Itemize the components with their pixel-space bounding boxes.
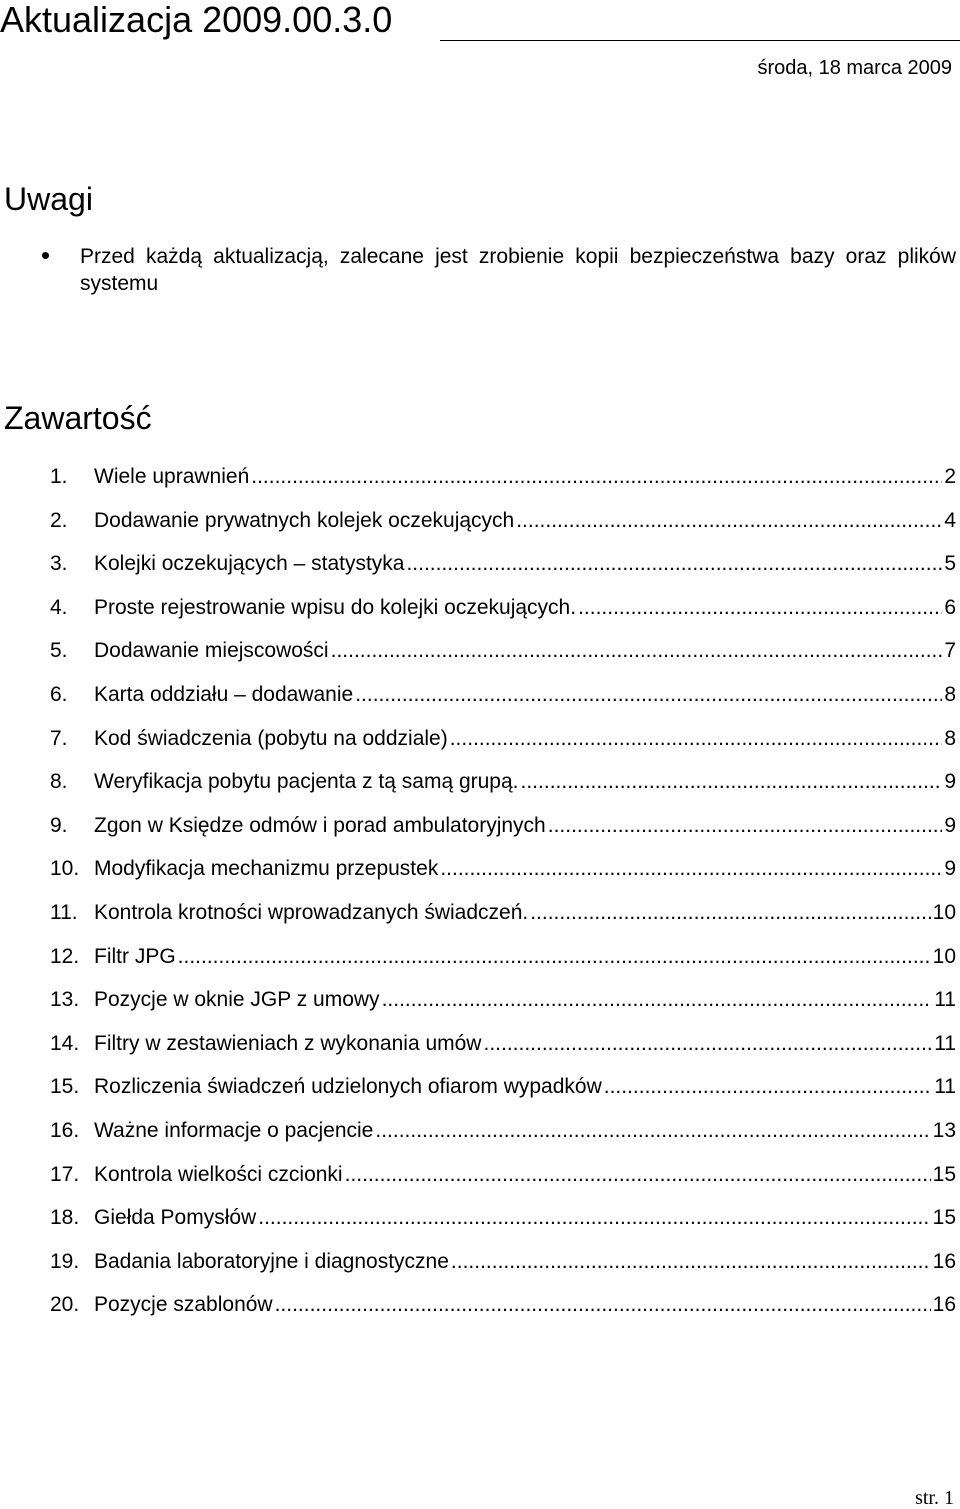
toc-entry-page[interactable]: 11 [934,1031,956,1055]
toc-entry-label[interactable]: Karta oddziału – dodawanie [94,683,354,706]
toc-entry-line [94,634,956,668]
toc-entry-number: 17. [50,1162,80,1186]
toc-entry-number: 3. [50,552,68,576]
toc-entry-label[interactable]: Wiele uprawnień [94,465,250,488]
toc-entry[interactable] [0,1070,960,1104]
toc-entry-label[interactable]: Giełda Pomysłów [94,1206,257,1230]
toc-entry-number: 11. [50,901,78,924]
toc-entry-number: 15. [50,1075,80,1099]
toc-entry-number: 9. [50,813,68,837]
toc-entry[interactable] [0,460,960,494]
toc-heading: Zawartość [4,400,152,436]
toc-entry-number: 16. [50,1119,80,1142]
toc-entry[interactable] [0,1158,960,1192]
toc-entry[interactable] [0,504,960,538]
toc-dot-leader [516,504,942,538]
toc-dot-leader [451,1245,931,1279]
toc-entry[interactable] [0,940,960,974]
toc-entry-line [94,983,956,1017]
notes-item: Przed każdą aktualizacją, zalecane jest zrobienie kopii bezpieczeństwa bazy oraz plików systemu [80,245,956,295]
toc-entry-page[interactable]: 4 [944,508,956,532]
toc-entry-label[interactable]: Modyfikacja mechanizmu przepustek [94,857,439,881]
toc-entry-label[interactable]: Kontrola wielkości czcionki [94,1162,343,1186]
toc-entry-label[interactable]: Rozliczenia świadczeń udzielonych ofiarom wypadków [94,1075,602,1099]
toc-dot-leader [521,765,943,799]
toc-dot-leader [345,1158,931,1192]
toc-entry-page[interactable]: 11 [934,988,956,1012]
toc-entry-number: 19. [50,1249,80,1273]
toc-entry[interactable] [0,678,960,712]
bullet-icon [42,252,49,259]
toc-dot-leader [440,852,942,886]
toc-entry-line [94,809,956,843]
toc-entry[interactable] [0,634,960,668]
toc-entry-label[interactable]: Badania laboratoryjne i diagnostyczne [94,1249,449,1273]
toc-entry-number: 14. [50,1031,80,1055]
toc-entry-line [94,1027,956,1061]
toc-entry-number: 8. [50,770,68,794]
toc-entry-page[interactable]: 2 [944,465,956,488]
toc-entry-label[interactable]: Kontrola krotności wprowadzanych świadczeń. [94,901,529,924]
toc-entry-number: 10. [50,857,80,881]
toc-dot-leader [178,940,931,974]
toc-entry-page[interactable]: 9 [944,813,956,837]
toc-dot-leader [548,809,943,843]
toc-entry[interactable] [0,1288,960,1322]
toc-entry-label[interactable]: Weryfikacja pobytu pacjenta z tą samą grupą. [94,770,519,794]
toc-entry[interactable] [0,983,960,1017]
toc-entry[interactable] [0,896,960,930]
toc-entry-page[interactable]: 16 [932,1249,956,1273]
toc-entry-page[interactable]: 8 [944,726,956,750]
toc-entry-label[interactable]: Dodawanie miejscowości [94,639,329,663]
toc-dot-leader [375,1114,930,1148]
toc-entry[interactable] [0,765,960,799]
toc-entry-page[interactable]: 15 [932,1162,956,1186]
toc-entry-label[interactable]: Kolejki oczekujących – statystyka [94,552,405,576]
toc-entry-line [94,852,956,886]
toc-entry-label[interactable]: Dodawanie prywatnych kolejek oczekujących [94,508,515,532]
toc-entry-page[interactable]: 15 [932,1206,956,1230]
toc-entry-line [94,1288,956,1322]
toc-entry-number: 12. [50,944,80,968]
document-date: środa, 18 marca 2009 [757,57,952,79]
document-title: Aktualizacja 2009.00.3.0 [0,0,393,40]
toc-dot-leader [275,1288,931,1322]
toc-dot-leader [483,1027,932,1061]
toc-entry-page[interactable]: 16 [932,1293,956,1317]
toc-entry-line [94,460,956,494]
toc-entry-label[interactable]: Ważne informacje o pacjencie [94,1119,374,1142]
toc-entry-line [94,591,956,625]
toc-entry-page[interactable]: 5 [944,552,956,576]
toc-entry-line [94,896,956,930]
toc-entry[interactable] [0,1245,960,1279]
toc-entry-number: 18. [50,1206,80,1230]
toc-entry-line [94,504,956,538]
toc-entry-page[interactable]: 13 [932,1119,956,1142]
toc-entry[interactable] [0,1114,960,1148]
toc-entry[interactable] [0,1027,960,1061]
toc-entry-line [94,1245,956,1279]
toc-entry-line [94,1158,956,1192]
toc-entry[interactable] [0,591,960,625]
toc-dot-leader [251,460,942,494]
toc-entry-label[interactable]: Pozycje w oknie JGP z umowy [94,988,380,1012]
toc-entry-line [94,940,956,974]
toc-entry-label[interactable]: Kod świadczenia (pobytu na oddziale) [94,726,448,750]
toc-dot-leader [530,896,930,930]
toc-entry-line [94,547,956,581]
toc-entry-label[interactable]: Filtry w zestawieniach z wykonania umów [94,1031,482,1055]
toc-entry-line [94,678,956,712]
notes-heading: Uwagi [4,181,93,217]
toc-entry-page[interactable]: 11 [934,1075,956,1099]
toc-entry-number: 20. [50,1293,80,1317]
page-number: str. 1 [915,1487,954,1509]
toc-dot-leader [382,983,933,1017]
toc-entry-number: 4. [50,595,68,619]
toc-entry-line [94,722,956,756]
toc-entry-number: 13. [50,988,80,1012]
toc-entry[interactable] [0,722,960,756]
toc-entry-label[interactable]: Zgon w Księdze odmów i porad ambulatoryjnych [94,813,546,837]
toc-entry-number: 6. [50,683,68,706]
toc-dot-leader [258,1201,930,1235]
toc-dot-leader [450,722,943,756]
toc-entry-line [94,1070,956,1104]
toc-entry-number: 1. [50,465,68,488]
toc-dot-leader [604,1070,932,1104]
toc-dot-leader [331,634,943,668]
toc-entry[interactable] [0,852,960,886]
toc-entry-page[interactable]: 9 [944,770,956,794]
toc-entry[interactable] [0,547,960,581]
toc-entry[interactable] [0,809,960,843]
toc-entry-page[interactable]: 7 [944,639,956,663]
toc-dot-leader [355,678,942,712]
toc-entry-line [94,1114,956,1148]
toc-entry-label[interactable]: Proste rejestrowanie wpisu do kolejki oczekujących. [94,595,577,619]
toc-dot-leader [406,547,942,581]
title-underline [440,40,960,41]
toc-entry[interactable] [0,1201,960,1235]
toc-dot-leader [578,591,942,625]
toc-entry-page[interactable]: 10 [932,944,956,968]
toc-entry-number: 2. [50,508,68,532]
toc-entry-label[interactable]: Filtr JPG [94,944,176,968]
toc-entry-line [94,1201,956,1235]
toc-entry-line [94,765,956,799]
toc-entry-label[interactable]: Pozycje szablonów [94,1293,273,1317]
toc-entry-number: 5. [50,639,68,663]
toc-entry-page[interactable]: 9 [944,857,956,881]
toc-entry-page[interactable]: 10 [932,901,956,924]
toc-entry-page[interactable]: 8 [944,683,956,706]
toc-entry-page[interactable]: 6 [944,595,956,619]
toc-entry-number: 7. [50,726,68,750]
